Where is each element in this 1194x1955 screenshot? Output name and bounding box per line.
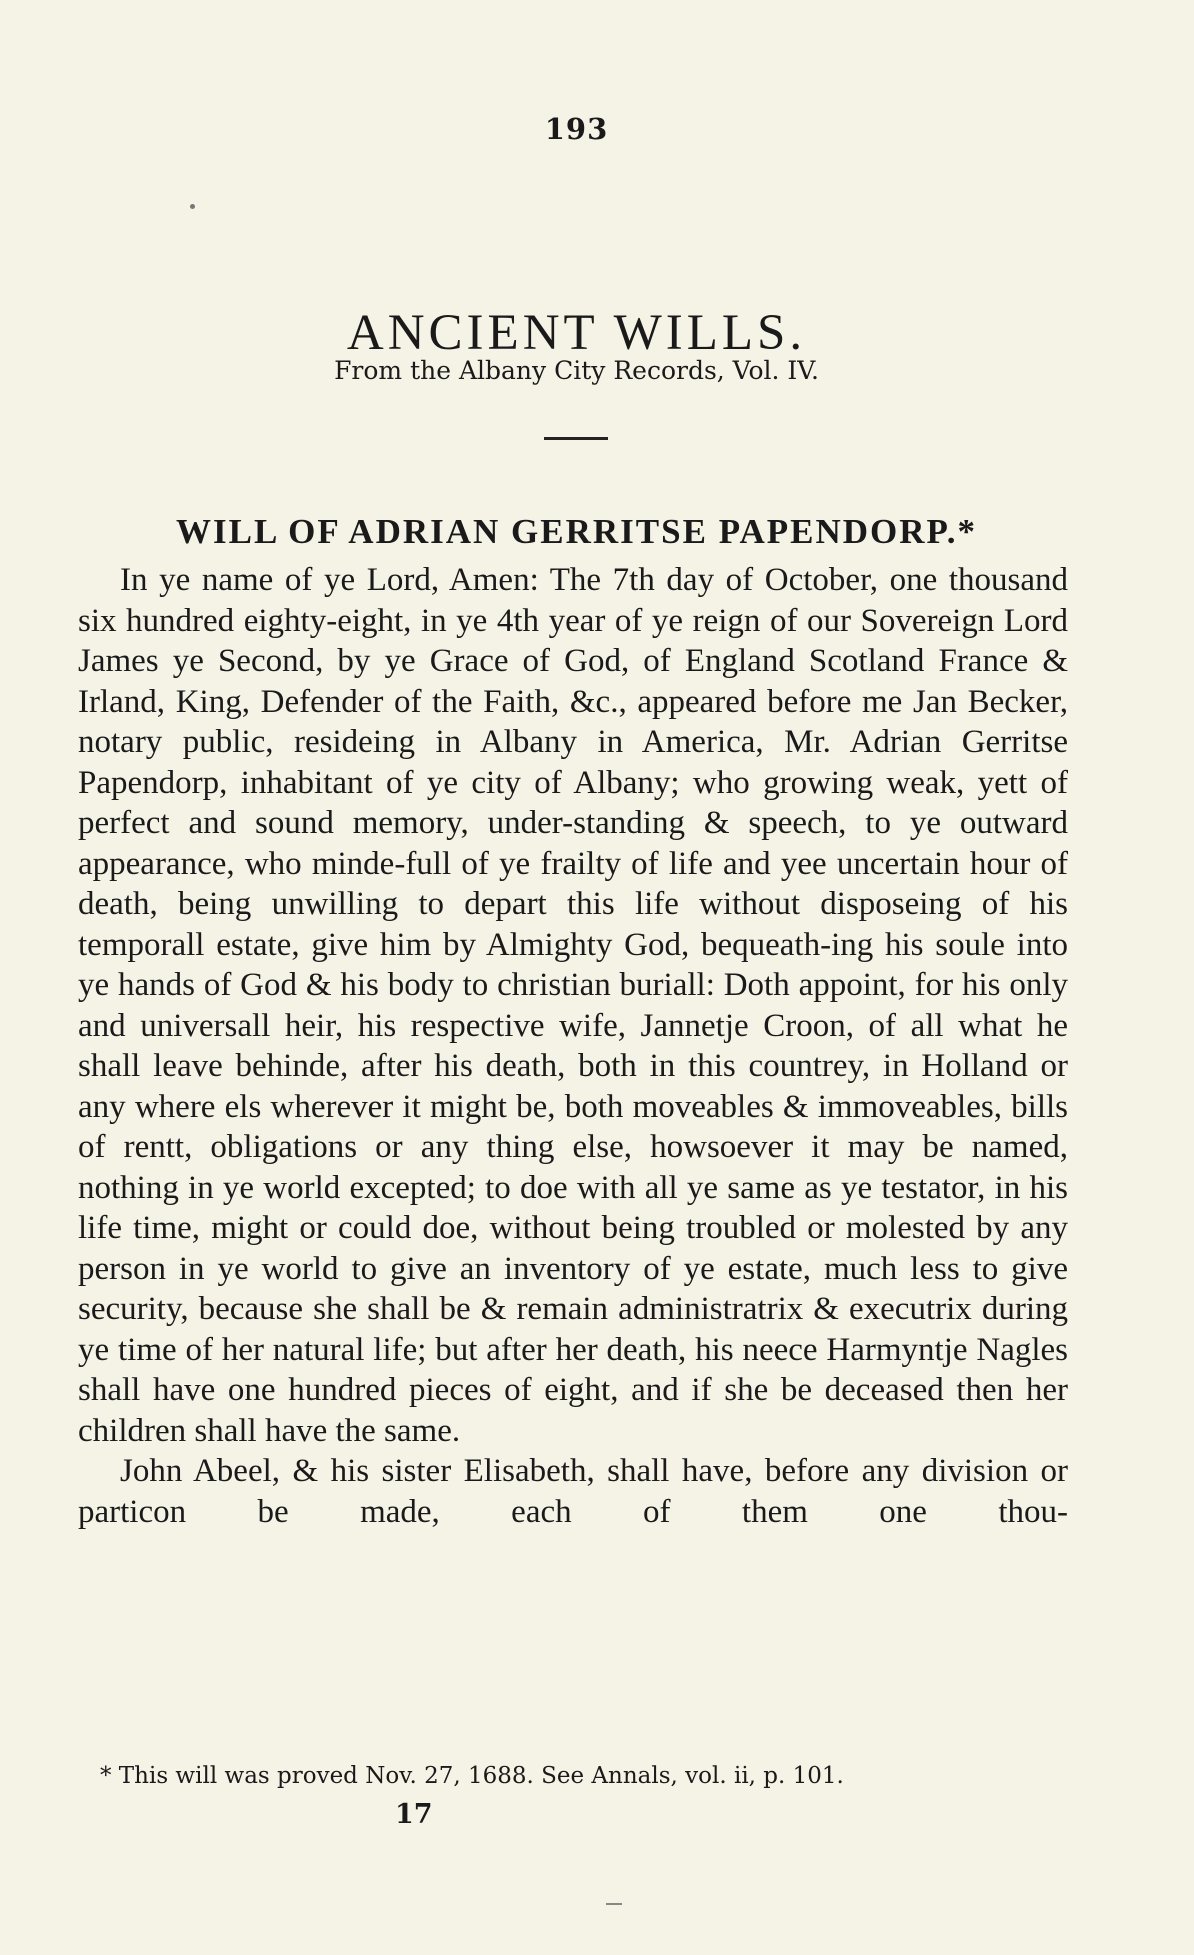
paragraph-1: In ye name of ye Lord, Amen: The 7th day of October, one thousand six hundred eighty-eight, in ye 4th year of ye reign of our Sovereign Lord James ye Second, by ye Grace of God, of England Scotland France & Irland, King, Defender of the Faith, &c., appeared before me Jan Becker, notary public, resideing in Albany in America, Mr. Adrian Gerritse Papendorp, inhabitant of ye city of Albany; who growing weak, yett of perfect and sound memory, under-standing & speech, to ye outward appearance, who minde-full of ye frailty of life and yee uncertain hour of death, being unwilling to depart this life without disposeing of his temporall estate, give him by Almighty God, bequeath-ing his soule into ye hands of God & his body to christian buriall: Doth appoint, for his only and universall heir, his respective wife, Jannetje Croon, of all what he shall leave behinde, after his death, both in this countrey, in Holland or any where els wherever it might be, both moveables & immoveables, bills of rentt, obligations or any thing else, howsoever it may be named, nothing in ye world excepted; to doe with all ye same as ye testator, in his life time, might or could doe, without being troubled or molested by any person in ye world to give an inventory of ye estate, much less to give security, because she shall be & remain administratrix & executrix during ye time of her natural life; but after her death, his neece Harmyntje Nagles shall have one hundred pieces of eight, and if she be deceased then her children shall have the same. [78, 562, 1068, 1449]
page-number: 193 [544, 112, 609, 146]
body-text [78, 560, 1068, 1532]
stray-dash [606, 1903, 622, 1905]
section-heading: WILL OF ADRIAN GERRITSE PAPENDORP.* [176, 512, 977, 552]
stray-mark [190, 204, 195, 209]
paragraph-2: John Abeel, & his sister Elisabeth, shall have, before any division or particon be made, each of them one thou- [78, 1453, 1068, 1530]
page-title: ANCIENT WILLS. [346, 305, 807, 362]
divider-rule [544, 437, 608, 440]
page-subtitle: From the Albany City Records, Vol. IV. [334, 356, 819, 385]
signature-mark: 17 [395, 1799, 433, 1830]
footnote: * This will was proved Nov. 27, 1688. See Annals, vol. ii, p. 101. [100, 1763, 844, 1789]
